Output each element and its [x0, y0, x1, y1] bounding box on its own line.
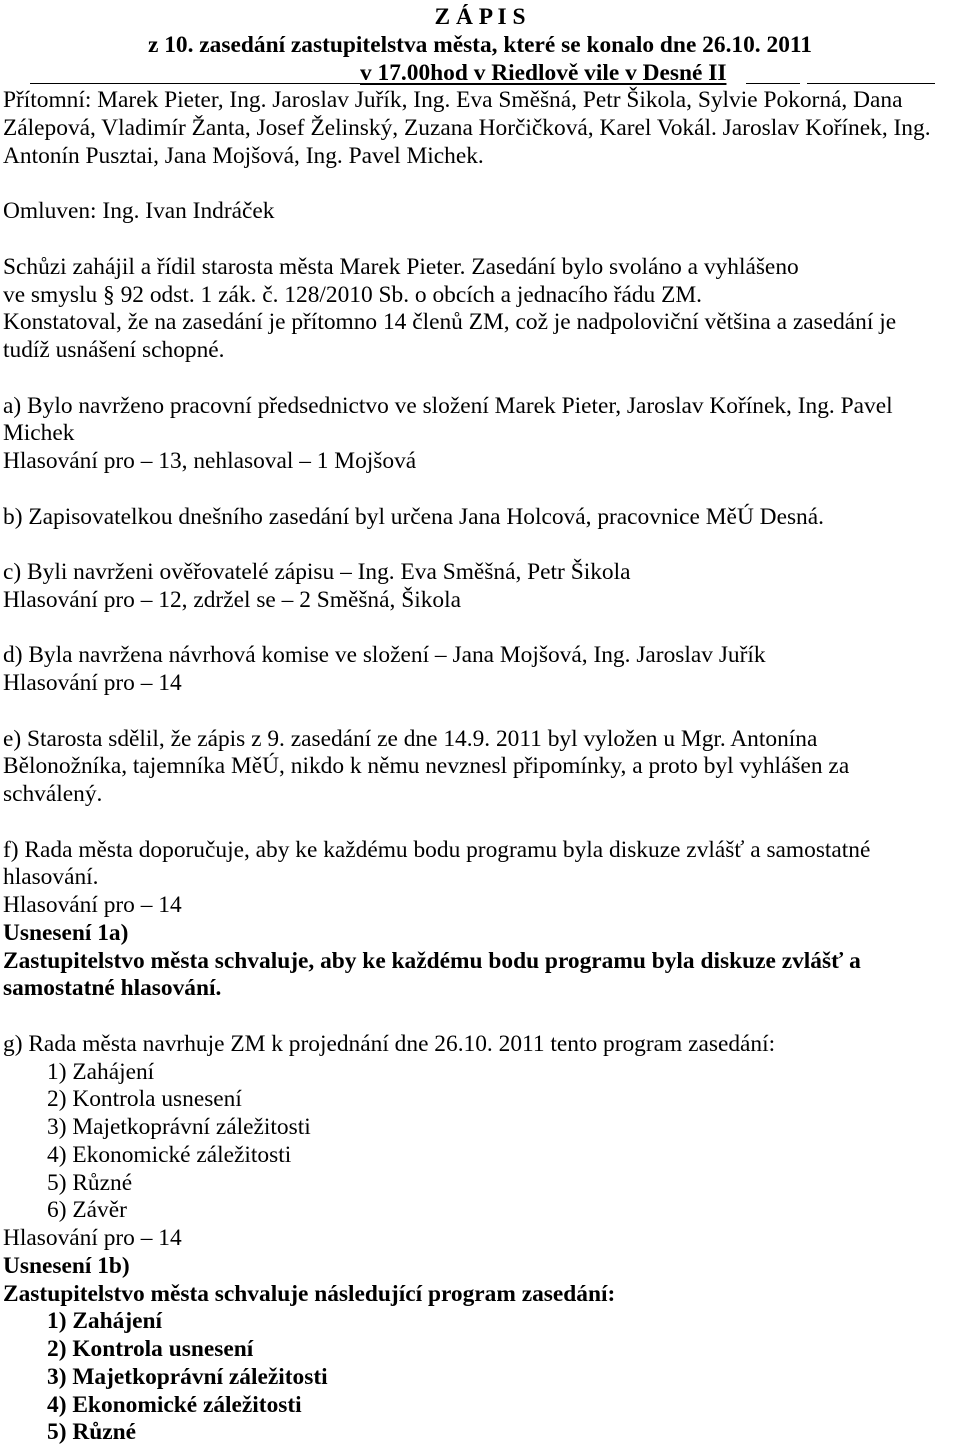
item-e-line: e) Starosta sdělil, že zápis z 9. zasedání ze dne 14.9. 2011 byl vyložen u Mgr. Antonína	[3, 725, 818, 752]
blank-line	[3, 476, 960, 504]
item-b-line: b) Zapisovatelkou dnešního zasedání byl určena Jana Holcová, pracovnice MěÚ Desná.	[3, 503, 824, 530]
resolution-program-item: 2) Kontrola usnesení	[47, 1336, 254, 1362]
resolution-1b-line: Zastupitelstvo města schvaluje následující program zasedání:	[3, 1280, 616, 1307]
present-line: Přítomní: Marek Pieter, Ing. Jaroslav Juřík, Ing. Eva Směšná, Petr Šikola, Sylvie Pokorná, Dana	[3, 87, 903, 114]
item-g-line: g) Rada města navrhuje ZM k projednání dne 26.10. 2011 tento program zasedání:	[3, 1030, 776, 1057]
resolution-1b-title: Usnesení 1b)	[3, 1252, 130, 1279]
item-a-vote: Hlasování pro – 13, nehlasoval – 1 Mojšová	[3, 448, 417, 474]
item-c-vote: Hlasování pro – 12, zdržel se – 2 Směšná, Šikola	[3, 586, 461, 613]
resolution-1a-title: Usnesení 1a)	[3, 919, 129, 946]
item-f-line: hlasování.	[3, 864, 99, 891]
blank-line	[3, 531, 960, 559]
document-title: Z Á P I S	[434, 4, 526, 30]
program-item: 2) Kontrola usnesení	[47, 1086, 242, 1113]
program-item: 5) Různé	[47, 1169, 133, 1196]
item-c-line: c) Byli navrženi ověřovatelé zápisu – Ing. Eva Směšná, Petr Šikola	[3, 559, 631, 585]
item-e-line: Bělonožníka, tajemníka MěÚ, nikdo k němu nevznesl připomínky, a proto byl vyhlášen za	[3, 753, 850, 780]
resolution-program-item: 4) Ekonomické záležitosti	[47, 1391, 302, 1418]
program-item: 6) Závěr	[47, 1197, 127, 1224]
item-g-vote: Hlasování pro – 14	[3, 1225, 182, 1251]
item-d-line: d) Byla navržena návrhová komise ve složení – Jana Mojšová, Ing. Jaroslav Juřík	[3, 642, 766, 669]
opening-line: Schůzi zahájil a řídil starosta města Marek Pieter. Zasedání bylo svoláno a vyhlášeno	[3, 253, 799, 280]
resolution-program-item: 3) Majetkoprávní záležitosti	[47, 1363, 328, 1390]
present-line: Antonín Pusztai, Jana Mojšová, Ing. Pavel Michek.	[3, 142, 484, 169]
blank-line	[3, 365, 960, 393]
opening-line: Konstatoval, že na zasedání je přítomno 14 členů ZM, což je nadpoloviční většina a zasedání je	[3, 309, 897, 336]
venue-rule-left	[30, 82, 360, 84]
resolution-1a-line: samostatné hlasování.	[3, 975, 222, 1002]
document-subtitle: z 10. zasedání zastupitelstva města, které se konalo dne 26.10. 2011	[147, 31, 812, 58]
item-d-vote: Hlasování pro – 14	[3, 670, 182, 696]
meeting-venue: v 17.00hod v Riedlově vile v Desné II	[360, 59, 727, 86]
item-e-line: schválený.	[3, 781, 103, 807]
item-f-line: f) Rada města doporučuje, aby ke každému bodu programu byla diskuze zvlášť a samostatné	[3, 836, 871, 863]
item-f-vote: Hlasování pro – 14	[3, 892, 182, 918]
blank-line	[3, 1003, 960, 1031]
program-item: 3) Majetkoprávní záležitosti	[47, 1114, 311, 1140]
blank-line	[3, 615, 960, 643]
venue-rule-right-long	[807, 82, 935, 84]
resolution-program-item: 5) Různé	[47, 1419, 137, 1446]
item-a-line: Michek	[3, 420, 75, 447]
opening-line: ve smyslu § 92 odst. 1 zák. č. 128/2010 Sb. o obcích a jednacího řádu ZM.	[3, 281, 703, 308]
resolution-program-item: 1) Zahájení	[47, 1308, 163, 1335]
venue-rule-right-short	[746, 82, 800, 84]
resolution-1a-line: Zastupitelstvo města schvaluje, aby ke každému bodu programu byla diskuze zvlášť a	[3, 947, 861, 974]
blank-line	[3, 171, 960, 199]
blank-line	[3, 809, 960, 837]
present-line: Zálepová, Vladimír Žanta, Josef Želinský, Zuzana Horčičková, Karel Vokál. Jaroslav Kořínek, Ing.	[3, 115, 931, 141]
blank-line	[3, 226, 960, 254]
program-item: 4) Ekonomické záležitosti	[47, 1141, 292, 1168]
program-item: 1) Zahájení	[47, 1058, 155, 1085]
venue-line	[3, 60, 960, 88]
opening-line: tudíž usnášení schopné.	[3, 337, 225, 363]
blank-line	[3, 698, 960, 726]
item-a-line: a) Bylo navrženo pracovní předsednictvo ve složení Marek Pieter, Jaroslav Kořínek, Ing. Pavel	[3, 392, 893, 419]
excused-line: Omluven: Ing. Ivan Indráček	[3, 198, 275, 225]
